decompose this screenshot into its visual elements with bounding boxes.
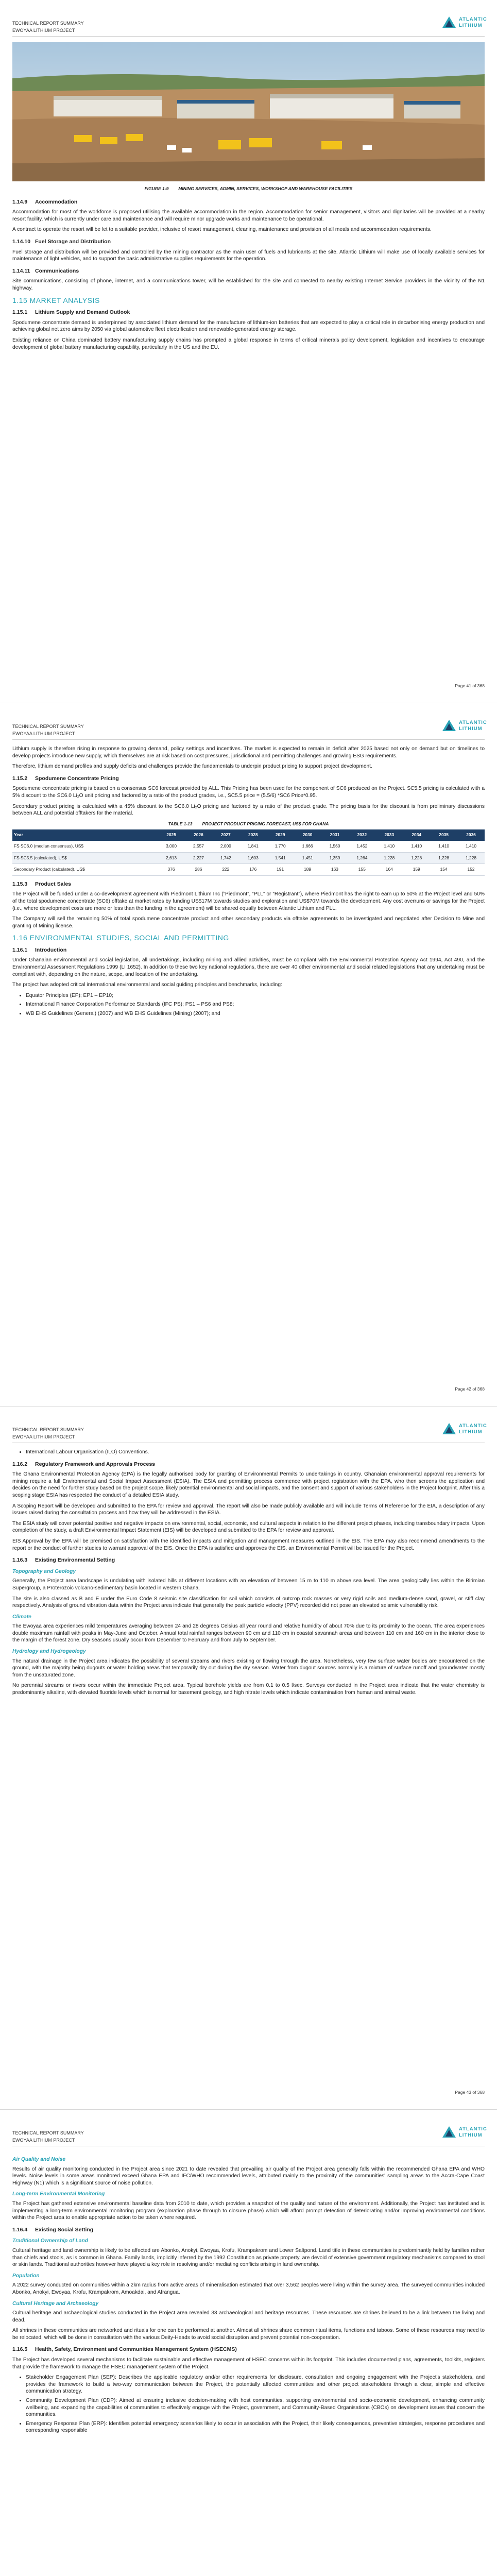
column-header: 2026 — [185, 829, 212, 841]
atlantic-lithium-logo — [441, 2124, 485, 2142]
paragraph: The Project will be funded under a co-development agreement with Piedmont Lithium Inc (“Piedmont”, “PLL” or “Registrant”), where Piedmont has the right to earn up to 50% at the Project level and 50% of the total spodumene concentrate (SC6) offtake at market rates by funding US$17M towards studies and exploration and US$70M towards the development. Any cost overruns or savings for the Project (i.e., where development costs are more or less than the funding in the agreement) will be shared equally between Atlantic Lithium and PLL. — [12, 891, 485, 911]
section-title: Lithium Supply and Demand Outlook — [35, 309, 130, 316]
subsection-heading: Hydrology and Hydrogeology — [12, 1649, 86, 1655]
header-project: EWOYAA LITHIUM PROJECT — [12, 2138, 75, 2143]
table-cell: 1,451 — [294, 852, 321, 864]
paragraph: EIS Approval by the EPA will be premised on satisfaction with the identified impacts and mitigation and management measures outlined in the EIS. The EPA may also recommend amendments to the report or the conduct of further studies to warrant approval of the EIS. Once the EPA is satisfied and approves the EIS, an Environmental Permit will be issued for the Project. — [12, 1538, 485, 1551]
section-title: Existing Social Setting — [35, 2226, 94, 2233]
page-44 — [0, 2110, 497, 2576]
table-cell: 1,228 — [375, 852, 403, 864]
table-cell: 1,841 — [239, 841, 267, 852]
section-title: Regulatory Framework and Approvals Process — [35, 1461, 156, 1467]
section-number: 1.15.3 — [12, 880, 28, 887]
paragraph: Generally, the Project area landscape is undulating with isolated hills at different locations with an elevation of between 15 m to 110 m above sea level. The area geologically lies within the Birimian Supergroup, a Proterozoic volcano-sedimentary basin located in western Ghana. — [12, 1578, 485, 1591]
bullet-list — [12, 1449, 485, 1456]
logo-mark-icon — [441, 15, 457, 29]
table-cell: FS SC5.5 (calculated), US$ — [12, 852, 158, 864]
header-title: TECHNICAL REPORT SUMMARY — [12, 724, 84, 729]
chapter-heading: 1.15 MARKET ANALYSIS — [12, 296, 100, 304]
table-cell: 1,410 — [457, 841, 485, 852]
section-heading — [12, 947, 485, 954]
section-number: 1.16.3 — [12, 1557, 28, 1564]
table-cell: 155 — [348, 864, 375, 876]
paragraph: The ESIA study will cover potential positive and negative impacts on environmental, social, economic, and cultural aspects in relation to the different project phases, including transboundary impacts. Upon completion of the study, a draft Environmental Impact Statement (EIS) will be developed and submitted to the EPA for review and approval. — [12, 1520, 485, 1534]
paragraph: Spodumene concentrate demand is underpinned by associated lithium demand for the manufacture of lithium-ion batteries that are expected to play a critical role in decarbonising energy production and achieving global net zero aims by 2050 via global automotive fleet electrification and renewable-generated energy storage. — [12, 319, 485, 333]
section-heading — [12, 1461, 485, 1468]
table-cell: 2,557 — [185, 841, 212, 852]
section-heading — [12, 2227, 485, 2234]
column-header: 2029 — [267, 829, 294, 841]
atlantic-lithium-logo — [441, 718, 485, 735]
report-header — [12, 20, 84, 34]
figure-caption: FIGURE 1-9 MINING SERVICES, ADMIN, SERVICES, WORKSHOP AND WAREHOUSE FACILITIES — [144, 186, 353, 191]
table-cell: 191 — [267, 864, 294, 876]
atlantic-lithium-logo — [441, 14, 485, 32]
table-cell: 1,770 — [267, 841, 294, 852]
table-cell: 1,228 — [457, 852, 485, 864]
table-cell: FS SC6.0 (median consensus), US$ — [12, 841, 158, 852]
paragraph: No perennial streams or rivers occur within the immediate Project area. Typical borehole yields are from 0.1 to 0.5 l/sec. Surveys conducted in the Project area indicate that the water chemistry is predominantly alkaline, with elevated fluoride levels which is normal for basement geology, and high nitrate levels which indicate contamination from human and animal waste. — [12, 1683, 485, 1696]
list-item: • Community Development Plan (CDP): Aimed at ensuring inclusive decision-making with host communities, supporting environmental and socio-economic development, enhancing community wellbeing, and expanding the capabilities of communities to effectively engage with the Project, government, and Community-Based Organisations (CBOs) on development issues that concern the communities. — [26, 2397, 485, 2418]
subsection-heading: Population — [12, 2273, 40, 2279]
section-heading — [12, 1557, 485, 1564]
table-cell: 154 — [430, 864, 457, 876]
page-43 — [0, 1406, 497, 2110]
table-cell: 1,603 — [239, 852, 267, 864]
table-caption: TABLE 1-13 PROJECT PRODUCT PRICING FORECAST, US$ FOR GHANA — [168, 821, 329, 826]
paragraph: The project has adopted critical international environmental and social guiding principles and benchmarks, including: — [12, 982, 282, 988]
section-number: 1.14.11 — [12, 267, 30, 274]
logo-text-1: ATLANTIC — [459, 16, 487, 22]
header-project: EWOYAA LITHIUM PROJECT — [12, 731, 75, 736]
paragraph: The Company will sell the remaining 50% of total spodumene concentrate product and other secondary products via offtake agreements to be investigated and negotiated after Decision to Mine and granting of Mining license. — [12, 916, 485, 929]
section-heading — [12, 775, 485, 783]
paragraph: Cultural heritage and land ownership is likely to be affected are Abonko, Anokyi, Ewoyaa, Krofu, Krampakrom and Lower Saltpond. Land title in these communities is predominantly held by families rather than chiefs and stools, as is common in Ghana. Family lands, implicitly inferred by the 1992 Constitution as private property, are devoid of extensive government regulatory mechanisms compared to stool or skin lands. Traditional authorities however have played a key role in resolving and/or mediating conflicts arising in land ownership. — [12, 2247, 485, 2268]
logo-text-1: ATLANTIC — [459, 720, 487, 725]
table-cell: 1,666 — [294, 841, 321, 852]
table-cell: 1,560 — [321, 841, 349, 852]
paragraph: Results of air quality monitoring conducted in the Project area since 2021 to date revealed that prevailing air quality of the Project area generally falls within the recommended Ghana EPA and WHO levels. Noise levels in some areas monitored exceed Ghana EPA and IFC/WHO recommended levels, attributed mainly to the proximity of the communities' sampling areas to the Accra-Cape Coast Highway (N1) which is a significant source of noise pollution. — [12, 2166, 485, 2186]
column-header: 2028 — [239, 829, 267, 841]
paragraph: Cultural heritage and archaeological studies conducted in the Project area revealed 33 archaeological and heritage resources. These resources are shrines believed to be a link between the living and dead. — [12, 2310, 485, 2323]
table-cell: 1,228 — [403, 852, 430, 864]
paragraph: A 2022 survey conducted on communities within a 2km radius from active areas of mineralisation estimated that over 3,562 peoples were living within the survey area. The surveyed communities included Abonko, Anokyi, Ewoyaa, Krofu, Krampakrom, Amoakdai, and Afrangua. — [12, 2282, 485, 2295]
logo-text-1: ATLANTIC — [459, 2126, 487, 2132]
list-item: • WB EHS Guidelines (General) (2007) and WB EHS Guidelines (Mining) (2007); and — [26, 1010, 485, 1018]
section-number: 1.16.4 — [12, 2226, 28, 2233]
report-header — [12, 2129, 84, 2144]
logo-text-2: LITHIUM — [459, 726, 483, 732]
logo-mark-icon — [441, 2125, 457, 2139]
table-row — [12, 864, 485, 876]
facilities-render-image — [12, 42, 485, 181]
logo-text-2: LITHIUM — [459, 2132, 483, 2138]
table-cell: 1,359 — [321, 852, 349, 864]
paragraph: A contract to operate the resort will be let to a suitable provider, inclusive of resort management, cleaning, maintenance and provision of all meals and accommodation requirements. — [12, 227, 432, 233]
header-rule — [12, 739, 485, 740]
section-number: 1.16.1 — [12, 946, 28, 953]
section-heading — [12, 309, 485, 316]
paragraph: Under Ghanaian environmental and social legislation, all undertakings, including mining and allied activities, must be compliant with the Environmental Protection Agency Act 1994, Act 490, and the Environmental Assessment Regulations 1999 (LI 1652). In addition to these two key national regulations, there are over 40 other environmental and social related legislations that any undertaking must be compliant with, depending on the nature, scope, and location of the undertaking. — [12, 957, 485, 977]
section-number: 1.15.2 — [12, 775, 28, 782]
section-heading — [12, 239, 485, 246]
table-cell: 376 — [158, 864, 185, 876]
section-title: Communications — [35, 267, 79, 274]
section-number: 1.14.10 — [12, 238, 31, 245]
subsection-heading: Cultural Heritage and Archaeology — [12, 2300, 99, 2307]
section-title: Introduction — [35, 946, 67, 953]
header-title: TECHNICAL REPORT SUMMARY — [12, 2130, 84, 2136]
page-41 — [0, 0, 497, 703]
header-title: TECHNICAL REPORT SUMMARY — [12, 1427, 84, 1432]
header-project: EWOYAA LITHIUM PROJECT — [12, 1434, 75, 1439]
table-cell: 1,410 — [403, 841, 430, 852]
logo-text-1: ATLANTIC — [459, 1423, 487, 1429]
chapter-heading: 1.16 ENVIRONMENTAL STUDIES, SOCIAL AND PERMITTING — [12, 934, 229, 942]
table-cell: 159 — [403, 864, 430, 876]
paragraph: All shrines in these communities are networked and rituals for one can be performed at another. Almost all shrines share common ritual items, functions and taboos. Some of these resources may need to be relocated, which will be done in consultation with the various Deity-Heads to avoid social disruption and prevent potential non-cooperation. — [12, 2328, 485, 2341]
paragraph: The Project has developed several mechanisms to facilitate sustainable and effective management of HSEC concerns within its footprint. This includes documented plans, agreements, toolkits, registers that provide the framework to manage the HSEC management system of the Project. — [12, 2357, 485, 2370]
section-title: Fuel Storage and Distribution — [35, 238, 111, 245]
table-cell: 1,541 — [267, 852, 294, 864]
table-cell: Secondary Product (calculated), US$ — [12, 864, 158, 876]
column-header: 2027 — [212, 829, 239, 841]
logo-text-2: LITHIUM — [459, 1429, 483, 1435]
subsection-heading: Traditional Ownership of Land — [12, 2238, 88, 2244]
section-number: 1.14.9 — [12, 198, 28, 205]
paragraph: The Project has gathered extensive environmental baseline data from 2010 to date, which provides a snapshot of the quality and nature of the environment. Additionally, the Project has instituted and is implementing a long-term environmental monitoring program (exploration phase through to closure phase) which will afford prompt detection of deteriorating and/or improving environmental conditions within the Project area to enable appropriate action to be taken where required. — [12, 2200, 485, 2221]
paragraph: The site is also classed as B and E under the Euro Code 8 seismic site classification for soil which consists of outcrop rock masses or very rigid soils and medium-dense sand, gravel, or stiff clay respectively. Analysis of ground vibration data within the Project area indicate that generally the peak particle velocity (PPV) recorded did not pose an elevated seismic vulnerability risk. — [12, 1596, 485, 1609]
column-header: 2025 — [158, 829, 185, 841]
report-header — [12, 723, 84, 737]
column-header: 2030 — [294, 829, 321, 841]
column-header: 2036 — [457, 829, 485, 841]
header-project: EWOYAA LITHIUM PROJECT — [12, 28, 75, 33]
list-item: • Equator Principles (EP); EP1 – EP10; — [26, 992, 485, 999]
list-item: • Emergency Response Plan (ERP): Identifies potential emergency scenarios likely to occur in association with the Project, their likely consequences, preventive strategies, response procedures and corresponding responsible — [26, 2420, 485, 2434]
page-body — [12, 2152, 485, 2438]
subsection-heading: Topography and Geology — [12, 1568, 76, 1574]
table-cell: 1,410 — [430, 841, 457, 852]
pricing-table — [12, 829, 485, 875]
logo-mark-icon — [441, 719, 457, 732]
paragraph: Secondary product pricing is calculated with a 45% discount to the SC6.0 Li₂O pricing and factored by a ratio of the product grade. The pricing basis for the discount is from preliminary discussions between ALL and potential offtakers for the material. — [12, 803, 485, 817]
column-header: 2034 — [403, 829, 430, 841]
list-item: • Stakeholder Engagement Plan (SEP): Describes the applicable regulatory and/or other requirements for disclosure, consultation and ongoing engagement with the Project's stakeholders, and provides the framework to build a two-way communication between the Project, the potentially affected communities and other project stakeholders through a clear, simple and effective communication strategy. — [26, 2374, 485, 2395]
paragraph: Accommodation for most of the workforce is proposed utilising the available accommodation in the region. Accommodation for senior management, visitors and dignitaries will be provided at a nearby resort facility, which is currently under care and maintenance and will require minor upgrade works and maintenance to be operational. — [12, 209, 485, 222]
table-cell: 1,264 — [348, 852, 375, 864]
table-cell: 152 — [457, 864, 485, 876]
paragraph: The natural drainage in the Project area indicates the possibility of several streams and rivers existing or flowing through the area. Nonetheless, very few surface water bodies are encountered on the ground, with the majority being dugouts or water holding areas that temporarily dry out during the dry season. Water from dugout sources normally is a mixture of surface runoff and groundwater mostly from the unsaturated zone. — [12, 1658, 485, 1678]
section-heading — [12, 881, 485, 888]
column-header: 2035 — [430, 829, 457, 841]
table-row — [12, 841, 485, 852]
paragraph: Spodumene concentrate pricing is based on a consensus SC6 forecast provided by ALL. This Pricing has been used for the component of SC6 produced on the Project. SC5.5 pricing is calculated with a 5% discount to the SC6.0 Li₂O unit pricing and factored by a ratio of the product grades, i.e., SC5.5 price = (5.5/6) *SC6 Price*0.95. — [12, 786, 485, 799]
table-cell: 2,613 — [158, 852, 185, 864]
section-heading — [12, 2346, 485, 2353]
list-item: • International Finance Corporation Performance Standards (IFC PS); PS1 – PS6 and PS8; — [26, 1001, 485, 1008]
section-heading — [12, 199, 485, 206]
page-number: Page 42 of 368 — [455, 1386, 485, 1392]
section-heading — [12, 268, 485, 275]
bullet-list — [12, 992, 485, 1018]
subsection-heading: Air Quality and Noise — [12, 2157, 66, 2162]
logo-mark-icon — [441, 1422, 457, 1435]
table-cell: 1,452 — [348, 841, 375, 852]
table-cell: 189 — [294, 864, 321, 876]
column-header: 2033 — [375, 829, 403, 841]
header-title: TECHNICAL REPORT SUMMARY — [12, 21, 84, 26]
table-cell: 176 — [239, 864, 267, 876]
logo-text-2: LITHIUM — [459, 23, 483, 28]
page-number: Page 43 of 368 — [455, 2090, 485, 2095]
atlantic-lithium-logo — [441, 1421, 485, 1438]
paragraph: The Ghana Environmental Protection Agency (EPA) is the legally authorised body for granting of Environmental Permits to undertakings in country. Ghanaian environmental approval requirements for mining require a full Environmental and Social Impact Assessment (ESIA). The ESIA and permitting process commence with project registration with the EPA, who then screens the application and decides on the need for further study based on the project scope, likely potential environmental and social impacts, and the consent and support of various stakeholders in the Project footprint. After this a scoping stage ESIA has respected the conduct of a detailed ESIA study. — [12, 1471, 485, 1498]
paragraph: The Ewoyaa area experiences mild temperatures averaging between 24 and 28 degrees Celsius all year round and relative humidity of about 70% due to its proximity to the ocean. The area experiences double maximum rainfall with peaks in May-June and October. Annual total rainfall ranges between 90 cm and 110 cm in coastal savannah areas and between 110 cm and 160 cm in the interior close to the margin of the forest zone. Dry seasons usually occur from December to February and from July to September. — [12, 1623, 485, 1643]
page-42 — [0, 703, 497, 1406]
section-number: 1.16.5 — [12, 2346, 28, 2353]
section-title: Health, Safety, Environment and Communities Management System (HSECMS) — [35, 2346, 237, 2353]
table-cell: 1,410 — [375, 841, 403, 852]
table-cell: 2,000 — [212, 841, 239, 852]
table-header-row — [12, 829, 485, 841]
table-cell: 286 — [185, 864, 212, 876]
table-cell: 1,228 — [430, 852, 457, 864]
paragraph: Fuel storage and distribution will be provided and controlled by the mining contractor as the main user of fuels and lubricants at the site. Atlantic Lithium will make use of locally available services for maintenance of light vehicles, and to support the basic administrative supplies requirements for the operation. — [12, 249, 485, 262]
header-rule — [12, 36, 485, 37]
column-header: 2032 — [348, 829, 375, 841]
list-item: • International Labour Organisation (ILO) Conventions. — [26, 1449, 485, 1456]
subsection-heading: Climate — [12, 1614, 31, 1620]
column-header: Year — [12, 829, 158, 841]
page-body — [12, 42, 485, 354]
page-body — [12, 1449, 485, 1700]
bullet-list — [12, 2374, 485, 2434]
table-cell: 163 — [321, 864, 349, 876]
paragraph: A Scoping Report will be developed and submitted to the EPA for review and approval. The report will also be made publicly available and will include Terms of Reference for the EIA, a description of any issues raised during the consultation process and how they will be addressed in the ESIA. — [12, 1503, 485, 1516]
paragraph: Site communications, consisting of phone, internet, and a communications tower, will be established for the site and connected to nearby existing Internet Service providers in the vicinity of the N1 highway. — [12, 278, 485, 291]
table-row — [12, 852, 485, 864]
subsection-heading: Long-term Environmental Monitoring — [12, 2191, 105, 2197]
column-header: 2031 — [321, 829, 349, 841]
table-cell: 164 — [375, 864, 403, 876]
section-number: 1.15.1 — [12, 309, 28, 316]
report-header — [12, 1426, 84, 1440]
paragraph: Existing reliance on China dominated battery manufacturing supply chains has prompted a global response in terms of critical minerals policy development, legislation and incentives to encourage development of global battery manufacturing capability, particularly in the US and the EU. — [12, 337, 485, 350]
page-number: Page 41 of 368 — [455, 683, 485, 688]
section-title: Spodumene Concentrate Pricing — [35, 775, 119, 782]
section-title: Accommodation — [35, 198, 78, 205]
table-cell: 222 — [212, 864, 239, 876]
section-title: Existing Environmental Setting — [35, 1557, 115, 1564]
paragraph: Therefore, lithium demand profiles and supply deficits and challenges provide the fundamentals to underpin product pricing to support project development. — [12, 764, 372, 770]
table-cell: 2,227 — [185, 852, 212, 864]
site-facilities-photo — [12, 42, 485, 181]
section-number: 1.16.2 — [12, 1461, 28, 1467]
page-body — [12, 745, 485, 1022]
paragraph: Lithium supply is therefore rising in response to growing demand, policy settings and incentives. The market is expected to remain in deficit after 2025 based not only on demand but on timelines to develop projects introduce new supply, which themselves are at risk based on cost pressures, jurisdictional and permitting challenges and growing ESG requirements. — [12, 746, 485, 759]
section-title: Product Sales — [35, 880, 72, 887]
table-cell: 3,000 — [158, 841, 185, 852]
table-cell: 1,742 — [212, 852, 239, 864]
